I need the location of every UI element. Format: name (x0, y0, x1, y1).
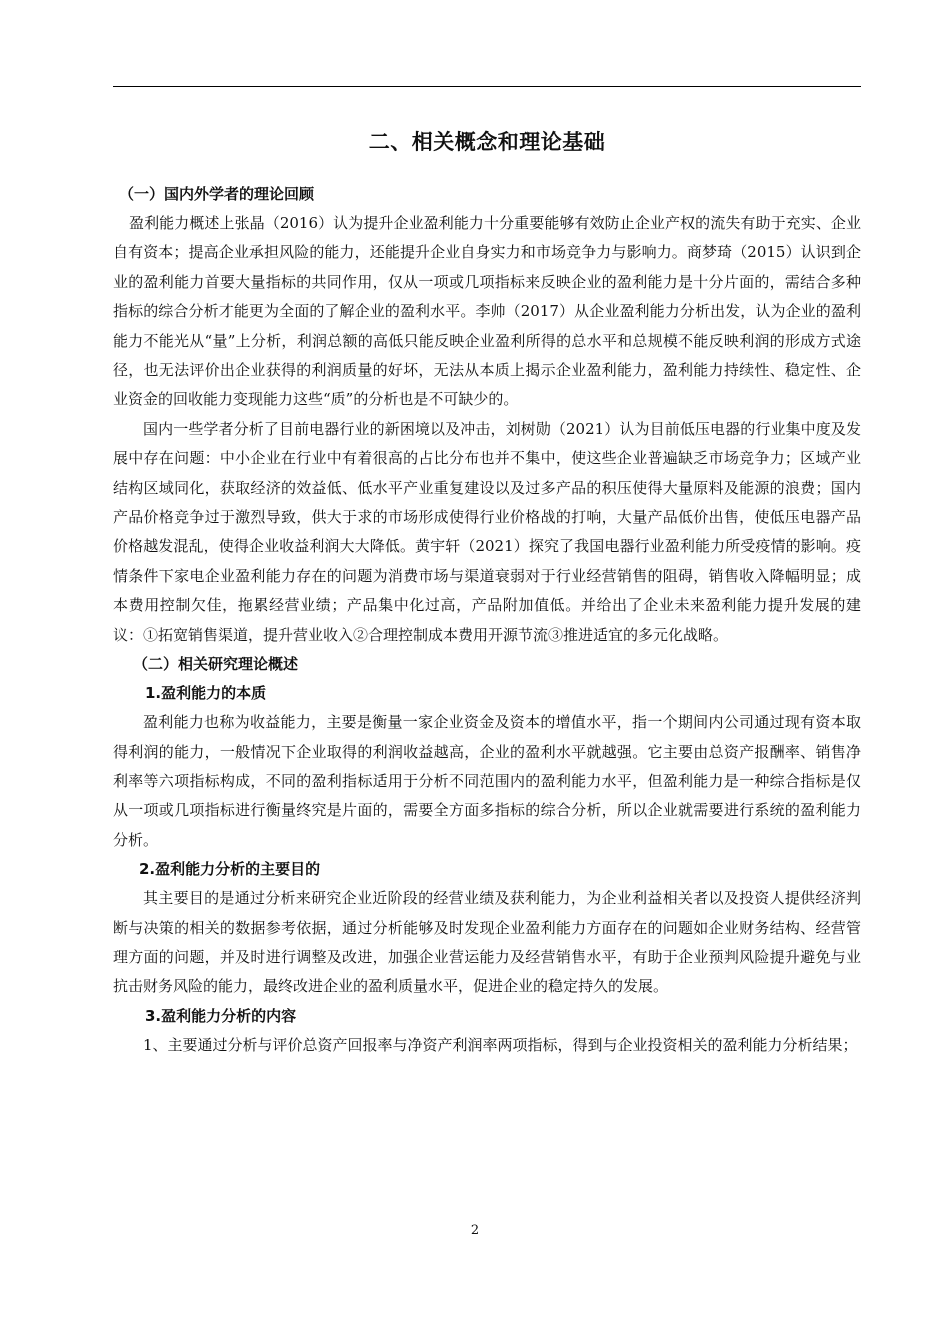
section2-heading: （二）相关研究理论概述 (133, 655, 299, 674)
document-body (113, 180, 861, 1060)
subsection3-paragraph: 1、主要通过分析与评价总资产回报率与净资产利润率两项指标，得到与企业投资相关的盈利能力分析结果； (143, 1035, 858, 1054)
subsection1-heading: 1.盈利能力的本质 (145, 684, 267, 703)
header-rule (113, 86, 861, 87)
subsection2-heading: 2.盈利能力分析的主要目的 (139, 860, 321, 879)
subsection3-heading: 3.盈利能力分析的内容 (145, 1006, 297, 1025)
chapter-title: 二、相关概念和理论基础 (368, 130, 606, 154)
section1-heading: （一）国内外学者的理论回顾 (119, 185, 315, 203)
page-number: 2 (470, 1223, 480, 1238)
section1-paragraph-2: 国内一些学者分析了目前电器行业的新困境以及冲击，刘树勋（2021）认为目前低压电器的行业集中度及发展中存在问题：中小企业在行业中有着很高的占比分布也并不集中，使这些企业普遍缺乏市场竞争力；区域产业结构区域同化，获取经济的效益低、低水平产业重复建设以及过多产品的积压使得大量原料及能源的浪费；国内产品价格竞争过于激烈导致，供大于求的市场形成使得行业价格战的打响，大量产品低价出售，使低压电器产品价格越发混乱，使得企业收益利润大大降低。黄宇轩（2021）探究了我国电器行业盈利能力所受疫情的影响。疫情条件下家电企业盈利能力存在的问题为消费市场与渠道衰弱对于行业经营销售的阻碍，销售收入降幅明显；成本费用控制欠佳，拖累经营业绩；产品集中化过高，产品附加值低。并给出了企业未来盈利能力提升发展的建议：①拓宽销售渠道，提升营业收入②合理控制成本费用开源节流③推进适宜的多元化战略。 (113, 419, 861, 644)
section1-paragraph-1: 盈利能力概述上张晶（2016）认为提升企业盈利能力十分重要能够有效防止企业产权的流失有助于充实、企业自有资本；提高企业承担风险的能力，还能提升企业自身实力和市场竞争力与影响力。商梦琦（2015）认识到企业的盈利能力首要大量指标的共同作用，仅从一项或几项指标来反映企业的盈利能力是十分片面的，需结合多种指标的综合分析才能更为全面的了解企业的盈利水平。李帅（2017）从企业盈利能力分析出发，认为企业的盈利能力不能光从“量”上分析，利润总额的高低只能反映企业盈利所得的总水平和总规模不能反映利润的形成方式途径，也无法评价出企业获得的利润质量的好坏，无法从本质上揭示企业盈利能力，盈利能力持续性、稳定性、企业资金的回收能力变现能力这些“质”的分析也是不可缺少的。 (113, 214, 861, 409)
subsection2-paragraph: 其主要目的是通过分析来研究企业近阶段的经营业绩及获利能力，为企业利益相关者以及投资人提供经济判断与决策的相关的数据参考依据，通过分析能够及时发现企业盈利能力方面存在的问题如企业财务结构、经营管理方面的问题，并及时进行调整及改进，加强企业营运能力及经营销售水平，有助于企业预判风险提升避免与业抗击财务风险的能力，最终改进企业的盈利质量水平，促进企业的稳定持久的发展。 (113, 889, 861, 996)
subsection1-paragraph: 盈利能力也称为收益能力，主要是衡量一家企业资金及资本的增值水平，指一个期间内公司通过现有资本取得利润的能力，一般情况下企业取得的利润收益越高，企业的盈利水平就越强。它主要由总资产报酬率、销售净利率等六项指标构成，不同的盈利指标适用于分析不同范围内的盈利能力水平，但盈利能力是一种综合指标是仅从一项或几项指标进行衡量终究是片面的，需要全方面多指标的综合分析，所以企业就需要进行系统的盈利能力分析。 (113, 713, 861, 849)
